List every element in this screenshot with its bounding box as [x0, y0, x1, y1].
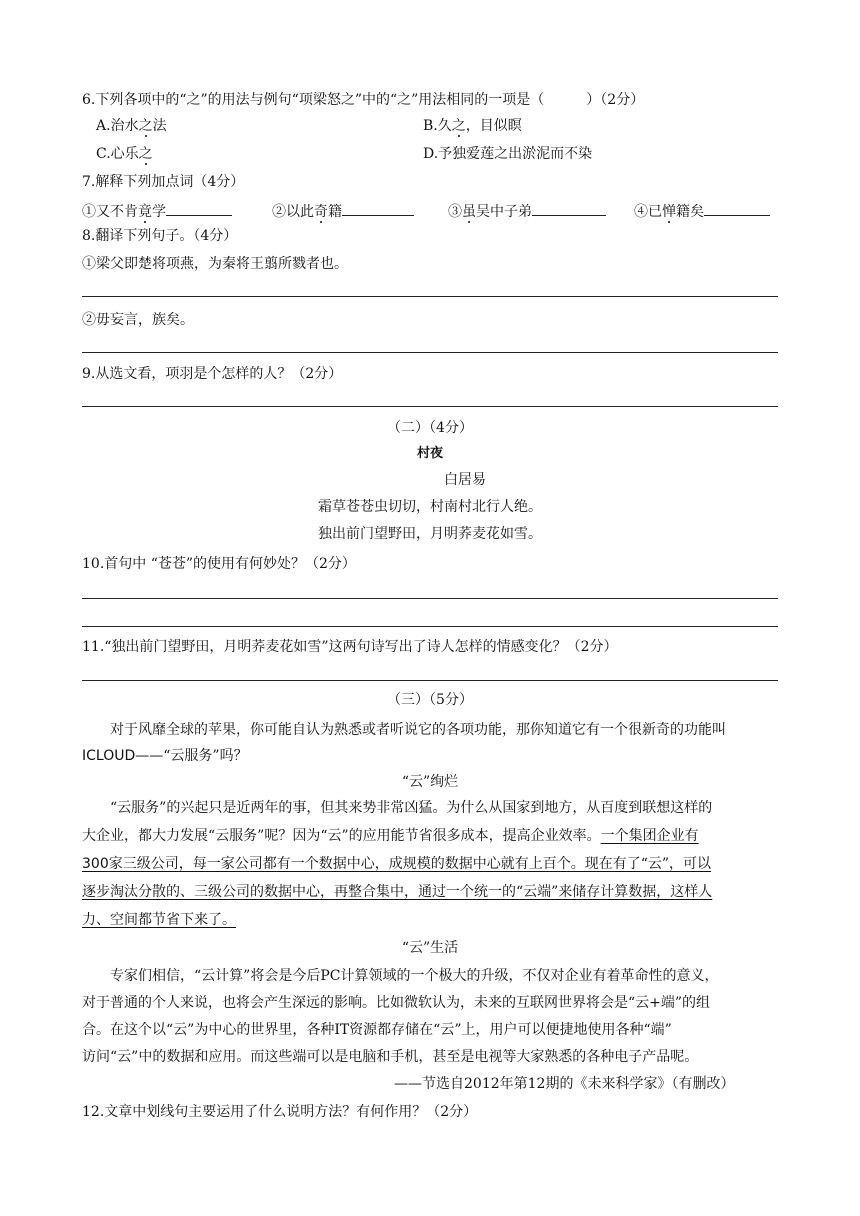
number-300: 300 — [82, 856, 109, 872]
passage-source: ——节选自2012年第12期的《未来科学家》（有删改） — [394, 1076, 735, 1092]
poem-line-2: 独出前门望野田，月明荞麦花如雪。 — [318, 526, 542, 542]
answer-line[interactable] — [82, 352, 778, 353]
subheading-cloud-life: “云”生活 — [401, 940, 459, 956]
q10-stem: 10.首句中 “苍苍”的使用有何妙处？（2分） — [82, 556, 356, 572]
q7-item-3-text: ③虽吴中子弟 — [448, 204, 532, 220]
paragraph-2-line-3: 合。在这个以“云”为中心的世界里，各种IT资源都存储在“云”上，用户可以便捷地使用各种“端” — [82, 1022, 672, 1038]
poem-author: 白居易 — [444, 472, 486, 488]
answer-blank[interactable] — [704, 200, 770, 216]
q6-option-b: B.久之，目似瞑 — [423, 118, 522, 134]
paragraph-1-line-4: 逐步淘汰分散的、三级公司的数据中心，再整合集中，通过一个统一的“云端”来储存计算数据，这样人 — [82, 884, 713, 900]
q8-sentence-2: ②毋妄言，族矣。 — [82, 312, 194, 328]
paragraph-1-line-3 — [82, 854, 711, 874]
q12-stem: 12.文章中划线句主要运用了什么说明方法？有何作用？（2分） — [82, 1104, 478, 1120]
answer-line[interactable] — [82, 598, 778, 599]
answer-blank[interactable] — [532, 200, 606, 216]
poem-title: 村夜 — [416, 446, 443, 461]
underlined-sentence: 一个集团企业有 — [600, 828, 699, 844]
subheading-cloud-splendid: “云”绚烂 — [401, 774, 459, 790]
q7-item-4-text: ④已惮籍矣 — [634, 204, 704, 220]
paragraph-2-line-1: 专家们相信，“云计算”将会是今后PC计算领域的一个极大的升级，不仅对企业有着革命性的意义， — [110, 968, 719, 984]
q8-sentence-1: ①梁父即楚将项燕，为秦将王翦所戮者也。 — [82, 256, 348, 272]
q7-item-4 — [634, 200, 770, 222]
q7-item-3 — [448, 200, 606, 222]
q8-stem: 8.翻译下列句子。（4分） — [82, 228, 238, 244]
q7-item-2-text: ②以此奇籍 — [272, 204, 342, 220]
paragraph-1-line-2 — [82, 826, 699, 846]
q6-option-c: C.心乐之 — [96, 146, 153, 162]
underlined-sentence: 家三级公司，每一家公司都有一个数据中心，成规模的数据中心就有上百个。现在有了“云”，可以 — [108, 856, 712, 872]
icloud-term: ICLOUD — [82, 748, 136, 764]
intro-rest: ——“云服务”吗？ — [135, 748, 248, 764]
q6-option-d: D.予独爱莲之出淤泥而不染 — [423, 146, 593, 162]
answer-blank[interactable] — [342, 200, 414, 216]
q6-option-a: A.治水之法 — [96, 118, 167, 134]
q7-item-1 — [82, 200, 232, 222]
answer-line[interactable] — [82, 296, 778, 297]
q7-stem: 7.解释下列加点词（4分） — [82, 174, 245, 190]
q7-item-2 — [272, 200, 414, 222]
q11-stem: 11.“独出前门望野田，月明荞麦花如雪”这两句诗写出了诗人怎样的情感变化？（2分） — [82, 639, 618, 655]
paragraph-1-line-1: “云服务”的兴起只是近两年的事，但其来势非常凶猛。为什么从国家到地方，从百度到联想这样的 — [110, 800, 713, 816]
paragraph-2-line-2: 对于普通的个人来说，也将会产生深远的影响。比如微软认为，未来的互联网世界将会是“云+端”的组 — [82, 995, 711, 1011]
poem-line-1: 霜草苍苍虫切切，村南村北行人绝。 — [318, 499, 542, 515]
paragraph-1-line-5: 力、空间都节省下来了。 — [82, 912, 236, 928]
q9-stem: 9.从选文看，项羽是个怎样的人？（2分） — [82, 366, 343, 382]
q7-item-1-text: ①又不肯竟学 — [82, 204, 166, 220]
section-2-heading: （二）（4分） — [387, 420, 473, 436]
paragraph-1-text: 大企业，都大力发展“云服务”呢？因为“云”的应用能节省很多成本，提高企业效率。 — [82, 828, 601, 844]
q6-stem: 6.下列各项中的“之”的用法与例句“项梁怒之”中的“之”用法相同的一项是（ ）（2分） — [82, 92, 645, 108]
passage-intro-line-2 — [82, 746, 248, 766]
answer-line[interactable] — [82, 406, 778, 407]
answer-line[interactable] — [82, 680, 778, 681]
paragraph-2-line-4: 访问“云”中的数据和应用。而这些端可以是电脑和手机，甚至是电视等大家熟悉的各种电子产品呢。 — [82, 1049, 699, 1065]
answer-line[interactable] — [82, 626, 778, 627]
passage-intro-line-1: 对于风靡全球的苹果，你可能自认为熟悉或者听说它的各项功能，那你知道它有一个很新奇的功能叫 — [110, 722, 726, 738]
section-3-heading: （三）（5分） — [387, 692, 473, 708]
answer-blank[interactable] — [166, 200, 232, 216]
